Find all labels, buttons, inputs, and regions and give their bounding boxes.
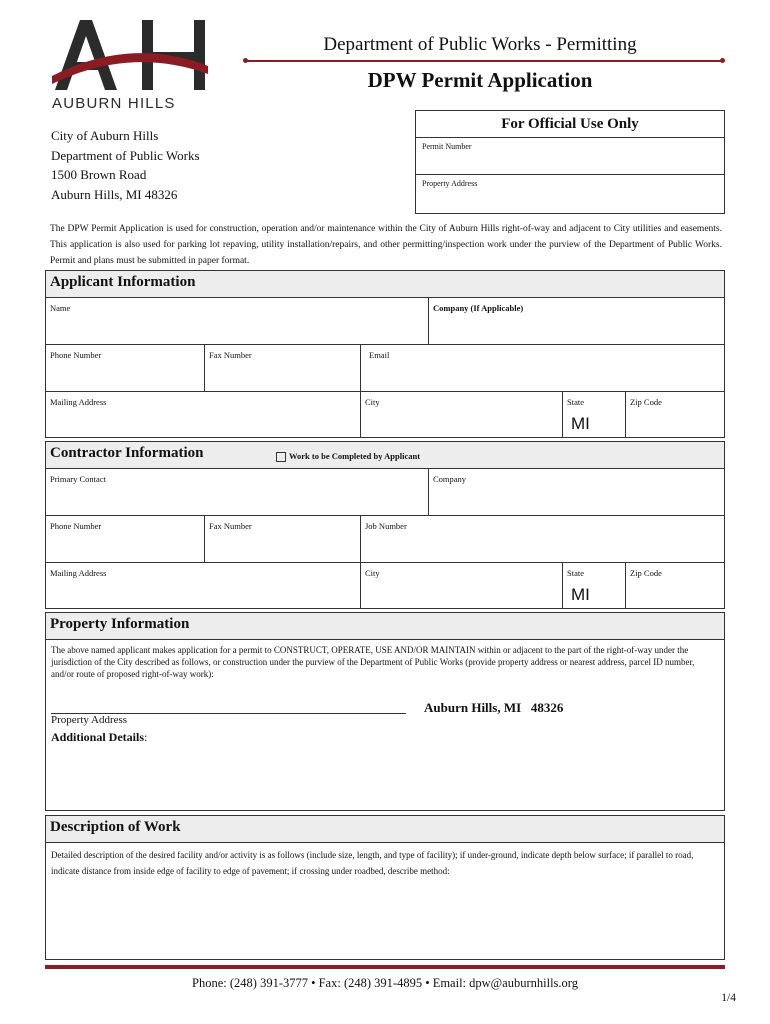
primary-contact-field[interactable]: [46, 469, 429, 515]
field-label: State: [567, 397, 584, 407]
field-label: Job Number: [365, 521, 407, 531]
property-description: The above named applicant makes application for a permit to CONSTRUCT, OPERATE, USE AND/OR MAINTAIN within or adjacent to the part of the right-of-way under the jurisdiction of the City described as follows, or construction under the purview of the Department of Public Works (provide property address or nearest address, parcel ID number, and/or route of proposed right-of-way work):: [51, 645, 695, 679]
footer-contact: Phone: (248) 391-3777 • Fax: (248) 391-4895 • Email: dpw@auburnhills.org: [192, 976, 578, 990]
property-title: Property Information: [50, 616, 190, 632]
field-label: Fax Number: [209, 350, 252, 360]
address-line: Department of Public Works: [51, 147, 200, 163]
field-label: Zip Code: [630, 568, 662, 578]
contractor-state-field[interactable]: [563, 563, 626, 609]
title-divider: [245, 60, 723, 62]
applicant-title: Applicant Information: [50, 274, 196, 290]
property-address-label: Property Address: [422, 179, 478, 188]
property-section: [45, 612, 725, 811]
applicant-city-field[interactable]: [361, 392, 563, 438]
work-description-field[interactable]: Detailed description of the desired facility and/or activity is as follows (include size, length, and type of facility); if under-ground, indicate depth below surface; if parallel to road, indicate distance from inside edge of facility to edge of pavement; if crossing under roadbed, describe method:: [51, 850, 694, 876]
department-title: Department of Public Works - Permitting: [323, 34, 637, 55]
work-section: [45, 815, 725, 960]
field-label: Company (If Applicable): [433, 303, 524, 313]
contractor-phone-field[interactable]: [46, 516, 205, 562]
work-title: Description of Work: [50, 819, 181, 835]
additional-details-label[interactable]: Additional Details:: [51, 730, 148, 744]
work-by-applicant-checkbox[interactable]: [276, 451, 420, 462]
field-label: Fax Number: [209, 521, 252, 531]
applicant-section: [45, 270, 725, 438]
property-address-field[interactable]: [416, 175, 724, 212]
state-value: MI: [571, 414, 590, 433]
property-address-label: Property Address: [51, 714, 128, 726]
official-use-heading: For Official Use Only: [416, 111, 724, 138]
applicant-mailing-field[interactable]: [46, 392, 361, 438]
field-label: State: [567, 568, 584, 578]
contractor-company-field[interactable]: [429, 469, 724, 515]
field-label: Phone Number: [50, 350, 102, 360]
page-number: 1/4: [721, 992, 736, 1004]
footer-divider: [45, 965, 725, 969]
logo-text: AUBURN HILLS: [52, 95, 176, 112]
state-value: MI: [571, 585, 590, 604]
applicant-phone-field[interactable]: [46, 345, 205, 391]
field-label: Company: [433, 474, 467, 484]
checkbox-label: Work to be Completed by Applicant: [289, 451, 421, 461]
contractor-city-field[interactable]: [361, 563, 563, 609]
field-label: Mailing Address: [50, 397, 107, 407]
address-line: Auburn Hills, MI 48326: [51, 186, 178, 202]
contractor-fax-field[interactable]: [205, 516, 361, 562]
field-label: Zip Code: [630, 397, 662, 407]
field-label: Email: [369, 350, 390, 360]
intro-paragraph: The DPW Permit Application is used for construction, operation and/or maintenance within the City of Auburn Hills right-of-way and adjacent to City utilities and easements. This application is also used for parking lot repaving, utility installation/repairs, and other permitting/inspection work under the purview of the Department of Public Works. Permit and plans must be submitted in paper format.: [50, 224, 722, 266]
contractor-zip-field[interactable]: [626, 563, 724, 609]
contractor-section: [45, 441, 725, 609]
address-line: City of Auburn Hills: [51, 128, 159, 143]
field-label: Primary Contact: [50, 474, 106, 484]
property-city-state: Auburn Hills, MI 48326: [424, 700, 564, 715]
contractor-title: Contractor Information: [50, 445, 204, 461]
field-label: Name: [50, 303, 71, 313]
contractor-mailing-field[interactable]: [46, 563, 361, 609]
address-line: 1500 Brown Road: [51, 167, 147, 182]
applicant-zip-field[interactable]: [626, 392, 724, 438]
city-address: [51, 126, 200, 204]
applicant-email-field[interactable]: [361, 345, 724, 391]
applicant-state-field[interactable]: [563, 392, 626, 438]
job-number-field[interactable]: [361, 516, 724, 562]
additional-details-text: Additional Details: [51, 730, 145, 744]
checkbox-icon: [276, 452, 286, 462]
field-label: City: [365, 568, 380, 578]
field-label: Phone Number: [50, 521, 102, 531]
page-title: DPW Permit Application: [367, 68, 593, 92]
field-label: Mailing Address: [50, 568, 107, 578]
field-label: City: [365, 397, 380, 407]
applicant-name-field[interactable]: [46, 298, 429, 344]
permit-number-field[interactable]: [416, 138, 724, 175]
permit-number-label: Permit Number: [422, 142, 472, 151]
applicant-fax-field[interactable]: [205, 345, 361, 391]
official-use-box: [415, 110, 725, 214]
applicant-company-field[interactable]: [429, 298, 724, 344]
auburn-hills-logo: [50, 18, 210, 113]
